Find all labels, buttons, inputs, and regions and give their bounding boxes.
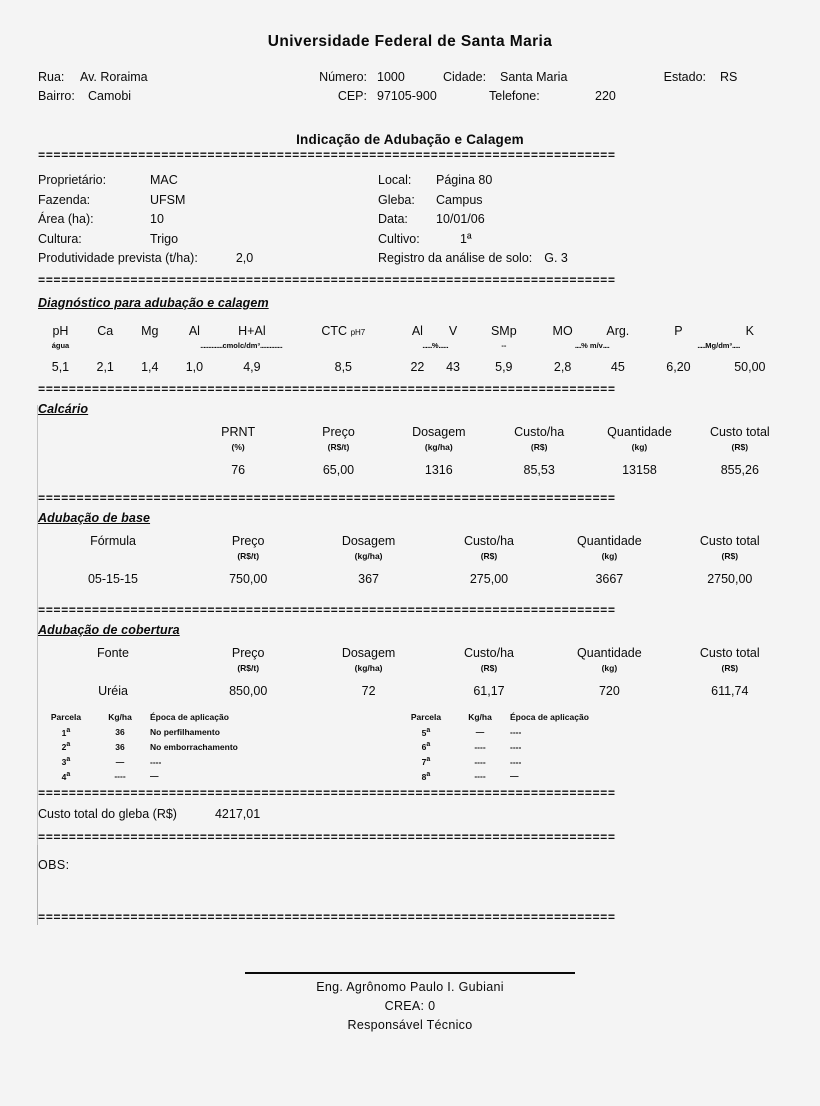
telefone-value: 220 <box>595 89 616 103</box>
calcario-values-row <box>38 452 790 477</box>
parcel-row <box>398 771 690 786</box>
soil-col-ctc: CTC pH7 <box>321 323 366 338</box>
soil-col-mg: Mg <box>141 323 159 338</box>
base-unit-formula <box>38 548 188 561</box>
parcel-row <box>38 741 330 756</box>
cidade-label: Cidade: <box>443 70 487 84</box>
parcel-table-right <box>398 712 690 786</box>
totals-section <box>0 807 820 821</box>
parcel-right-col-epoca: Época de aplicação <box>510 711 589 722</box>
estado-value: RS <box>720 70 738 84</box>
parcel-right-8-kgha: ---- <box>474 771 486 782</box>
cultura-row <box>38 230 378 250</box>
parcel-left-2-kgha: 36 <box>115 741 125 752</box>
rua-value: Av. Roraima <box>80 70 148 84</box>
soil-unit-agua: água <box>51 340 70 350</box>
separator-rule-2: =========================================================================== <box>38 276 616 287</box>
calcario-unit-blank <box>38 439 188 452</box>
calcario-col-quantidade: Quantidade <box>607 424 672 439</box>
calcario-val-blank <box>38 452 188 477</box>
soil-val-mo: 2,8 <box>553 359 572 374</box>
soil-col-smp: SMp <box>490 323 517 338</box>
adubacao-base-heading: Adubação de base <box>38 510 151 525</box>
soil-val-k: 50,00 <box>734 359 766 374</box>
calcario-unit-row <box>38 439 790 452</box>
calcario-heading: Calcário <box>38 401 89 416</box>
parcel-left-header-row <box>38 712 330 727</box>
base-col-quantidade: Quantidade <box>577 533 642 548</box>
soil-val-v: 43 <box>446 359 460 374</box>
soil-val-hal: 4,9 <box>243 359 261 374</box>
registro-row <box>378 249 790 269</box>
cobertura-unit-custototal: (R$) <box>721 662 739 673</box>
proprietario-row <box>38 171 378 191</box>
cobertura-unit-preco: (R$/t) <box>237 662 260 673</box>
adubacao-base-table <box>38 525 790 586</box>
calcario-val-quantidade: 13158 <box>622 462 657 477</box>
soil-unit-row <box>38 341 790 357</box>
calcario-val-dosagem: 1316 <box>424 462 453 477</box>
calcario-header-row <box>38 416 790 439</box>
parcel-right-5-kgha: — <box>475 726 485 737</box>
numero-value: 1000 <box>377 70 405 84</box>
cep-label: CEP: <box>337 89 367 103</box>
cultivo-value: 1ª <box>460 231 472 246</box>
signature-crea: CREA: 0 <box>384 998 436 1013</box>
gleba-value: Campus <box>436 192 483 207</box>
separator-rule-1: =========================================================================== <box>38 152 616 162</box>
fazenda-row <box>38 191 378 211</box>
cobertura-unit-quantidade: (kg) <box>601 662 618 673</box>
base-col-preco: Preço <box>231 533 265 548</box>
calcario-col-prnt: PRNT <box>221 424 256 439</box>
cultivo-row <box>378 230 790 250</box>
calcario-unit-custototal: (R$) <box>731 441 749 452</box>
base-unit-quantidade: (kg) <box>601 550 618 561</box>
cobertura-val-custoha: 61,17 <box>473 683 505 698</box>
total-value: 4217,01 <box>214 806 261 821</box>
soil-val-mg: 1,4 <box>141 359 159 374</box>
base-val-formula: 05-15-15 <box>87 571 139 586</box>
parcel-right-6-num: 6$^a$ <box>421 741 431 753</box>
registro-cell <box>378 249 790 269</box>
parcel-left-1-kgha: 36 <box>115 726 125 737</box>
bairro-label: Bairro: <box>38 89 75 103</box>
calcario-section <box>0 402 820 477</box>
soil-unit-mv: ....% m/v.... <box>574 340 610 350</box>
parcel-row <box>398 756 690 771</box>
produtividade-label: Produtividade prevista (t/ha): <box>38 251 198 265</box>
cobertura-col-preco: Preço <box>231 645 265 660</box>
parcel-right-col-kgha: Kg/ha <box>468 711 492 722</box>
gleba-row <box>378 191 790 211</box>
cobertura-val-custototal: 611,74 <box>711 683 749 698</box>
properties-left-column <box>38 171 378 249</box>
parcel-left-3-num: 3$^a$ <box>61 756 71 767</box>
total-label: Custo total do gleba (R$) <box>38 806 177 821</box>
parcel-right-7-num: 7$^a$ <box>421 756 431 767</box>
base-col-custototal: Custo total <box>699 533 760 548</box>
calcario-val-custototal: 855,26 <box>720 462 759 477</box>
soil-unit-percent: ......%...... <box>422 340 449 350</box>
base-unit-custoha: (R$) <box>480 550 498 561</box>
cidade-value: Santa Maria <box>500 70 568 84</box>
soil-col-arg: Arg. <box>606 323 630 338</box>
base-val-custoha: 275,00 <box>469 571 509 586</box>
base-unit-preco: (R$/t) <box>237 550 260 561</box>
address-row-2 <box>38 87 784 106</box>
report-title: Indicação de Adubação e Calagem <box>296 132 524 147</box>
base-unit-custototal: (R$) <box>721 550 739 561</box>
cobertura-header-row <box>38 637 790 660</box>
local-value: Página 80 <box>436 173 493 187</box>
calcario-unit-quantidade: (kg) <box>631 441 648 452</box>
soil-unit-dash: -- <box>501 340 507 350</box>
separator-rule-3: =========================================================================== <box>38 385 616 396</box>
proprietario-label: Proprietário: <box>38 173 107 187</box>
calcario-unit-custoha: (R$) <box>530 441 548 452</box>
parcel-left-2-epoca: No emborrachamento <box>150 741 238 752</box>
parcel-row <box>38 756 330 771</box>
cobertura-col-custototal: Custo total <box>699 645 760 660</box>
base-unit-row <box>38 548 790 561</box>
parcel-row <box>38 771 330 786</box>
registro-value: G. 3 <box>544 251 568 265</box>
calcario-val-preco: 65,00 <box>322 462 355 477</box>
base-col-dosagem: Dosagem <box>341 533 396 548</box>
address-row-1 <box>38 68 784 87</box>
area-value: 10 <box>150 212 164 226</box>
cobertura-unit-fonte <box>38 660 188 673</box>
telefone-label: Telefone: <box>489 89 540 103</box>
base-val-quantidade: 3667 <box>595 571 624 586</box>
diagnostico-section <box>0 296 820 374</box>
soil-col-v: V <box>448 323 458 338</box>
total-row <box>38 807 790 821</box>
parcel-left-3-epoca: ---- <box>150 756 162 767</box>
parcel-left-col-parcela: Parcela <box>50 711 82 722</box>
properties-right-column <box>378 171 790 249</box>
registro-label: Registro da análise de solo: <box>378 251 533 265</box>
calcario-unit-preco: (R$/t) <box>327 441 350 452</box>
base-values-row <box>38 561 790 586</box>
cobertura-val-quantidade: 720 <box>598 683 620 698</box>
parcel-row <box>398 741 690 756</box>
cobertura-col-dosagem: Dosagem <box>341 645 396 660</box>
produtividade-cell <box>38 249 378 269</box>
signature-block <box>0 972 820 1035</box>
base-val-custototal: 2750,00 <box>707 571 753 586</box>
local-row <box>378 171 790 191</box>
soil-val-arg: 45 <box>610 359 625 374</box>
produtividade-row <box>38 249 378 269</box>
soil-values-row <box>38 357 790 374</box>
soil-val-ph: 5,1 <box>51 359 70 374</box>
cultivo-label: Cultivo: <box>378 231 420 246</box>
proprietario-value: MAC <box>150 173 178 187</box>
soil-col-ca: Ca <box>97 323 114 338</box>
bairro-value: Camobi <box>88 89 132 103</box>
calcario-col-dosagem: Dosagem <box>412 424 466 439</box>
numero-label: Número: <box>319 70 367 84</box>
base-val-preco: 750,00 <box>229 571 268 586</box>
parcel-right-7-epoca: ---- <box>510 756 522 767</box>
parcel-right-6-kgha: ---- <box>474 741 486 752</box>
cobertura-col-custoha: Custo/ha <box>463 645 514 660</box>
produtividade-value: 2,0 <box>235 251 254 265</box>
soil-header-row <box>38 324 790 341</box>
adubacao-base-section <box>0 511 820 586</box>
soil-unit-mgdm: .....Mg/dm³..... <box>697 340 740 350</box>
signature-line <box>245 972 575 974</box>
cultura-value: Trigo <box>150 231 179 246</box>
soil-col-mo: MO <box>552 323 573 338</box>
cobertura-val-fonte: Uréia <box>98 683 128 698</box>
soil-col-al: Al <box>188 323 200 338</box>
soil-val-ca: 2,1 <box>96 359 114 374</box>
signature-role: Responsável Técnico <box>347 1017 473 1032</box>
parcel-schedule <box>38 712 790 786</box>
parcel-left-4-kgha: ---- <box>114 771 126 782</box>
obs-section <box>0 858 820 914</box>
obs-empty-area <box>38 872 790 914</box>
cobertura-unit-row <box>38 660 790 673</box>
parcel-left-4-num: 4$^a$ <box>61 770 71 782</box>
parcel-left-col-kgha: Kg/ha <box>108 711 132 722</box>
adubacao-cobertura-section <box>0 623 820 786</box>
institution-title: Universidade Federal de Santa Maria <box>267 33 553 50</box>
cobertura-unit-dosagem: (kg/ha) <box>354 662 383 673</box>
cultura-label: Cultura: <box>38 231 82 246</box>
parcel-table-left <box>38 712 330 786</box>
parcel-right-col-parcela: Parcela <box>410 711 442 722</box>
address-block <box>0 68 820 106</box>
signature-name: Eng. Agrônomo Paulo I. Gubiani <box>316 979 504 994</box>
parcel-left-col-epoca: Época de aplicação <box>150 711 229 722</box>
gleba-label: Gleba: <box>378 192 415 207</box>
area-row <box>38 210 378 230</box>
fazenda-label: Fazenda: <box>38 192 91 207</box>
calcario-col-custoha: Custo/ha <box>514 424 565 439</box>
soil-val-ctc: 8,5 <box>334 359 353 374</box>
parcel-table-gap <box>330 712 398 786</box>
cobertura-values-row <box>38 673 790 698</box>
data-row <box>378 210 790 230</box>
calcario-table <box>38 416 790 477</box>
separator-rule-7: =========================================================================== <box>38 833 616 844</box>
calcario-unit-prnt: (%) <box>231 441 245 452</box>
cobertura-col-quantidade: Quantidade <box>577 645 642 660</box>
calcario-col-custototal: Custo total <box>709 424 770 439</box>
parcel-right-5-num: 5$^a$ <box>421 726 431 738</box>
separator-rule-4: =========================================================================== <box>38 494 616 505</box>
base-col-formula: Fórmula <box>90 533 136 548</box>
soil-val-smp: 5,9 <box>495 359 513 374</box>
cep-value: 97105-900 <box>377 89 437 103</box>
base-col-custoha: Custo/ha <box>463 533 514 548</box>
separator-rule-8: =========================================================================== <box>38 913 616 924</box>
base-unit-dosagem: (kg/ha) <box>354 550 383 561</box>
soil-col-p: P <box>674 323 683 338</box>
parcel-row <box>398 727 690 742</box>
parcel-left-1-num: 1$^a$ <box>61 726 71 738</box>
parcel-right-8-num: 8$^a$ <box>421 770 431 782</box>
soil-col-al2: Al <box>411 323 423 338</box>
local-label: Local: <box>378 173 412 187</box>
separator-rule-6: =========================================================================== <box>38 789 616 800</box>
obs-label: OBS: <box>38 857 70 872</box>
base-val-dosagem: 367 <box>358 571 380 586</box>
fazenda-value: UFSM <box>150 192 186 207</box>
estado-label: Estado: <box>663 70 706 84</box>
parcel-right-8-epoca: — <box>510 771 519 782</box>
parcel-left-3-kgha: — <box>115 756 125 767</box>
parcel-left-1-epoca: No perfilhamento <box>150 726 220 737</box>
soil-val-al: 1,0 <box>185 359 204 374</box>
data-value: 10/01/06 <box>436 212 485 226</box>
adubacao-cobertura-table <box>38 637 790 698</box>
calcario-col-blank <box>38 416 188 439</box>
calcario-val-custoha: 85,53 <box>523 462 555 477</box>
base-header-row <box>38 525 790 548</box>
data-label: Data: <box>378 212 408 226</box>
parcel-right-7-kgha: ---- <box>474 756 486 767</box>
soil-val-p: 6,20 <box>666 359 691 374</box>
rua-label: Rua: <box>38 70 65 84</box>
soil-col-hal: H+Al <box>238 323 266 338</box>
parcel-right-header-row <box>398 712 690 727</box>
soil-val-al2: 22 <box>410 359 425 374</box>
diagnostico-heading: Diagnóstico para adubação e calagem <box>38 295 269 310</box>
area-label: Área (ha): <box>38 212 94 226</box>
calcario-val-prnt: 76 <box>231 462 246 477</box>
soil-col-ph: pH <box>52 323 69 338</box>
cobertura-val-preco: 850,00 <box>229 683 268 698</box>
parcel-right-5-epoca: ---- <box>510 726 522 737</box>
calcario-col-preco: Preço <box>322 424 355 439</box>
soil-analysis-table <box>38 324 790 374</box>
scan-artifact-line-lower <box>37 845 38 925</box>
parcel-left-2-num: 2$^a$ <box>61 741 71 753</box>
parcel-row <box>38 727 330 742</box>
soil-unit-cmolc: ..............cmolc/dm³.............. <box>200 340 283 350</box>
parcel-left-4-epoca: — <box>150 771 159 782</box>
adubacao-cobertura-heading: Adubação de cobertura <box>38 622 180 637</box>
calcario-unit-dosagem: (kg/ha) <box>424 441 453 452</box>
cobertura-unit-custoha: (R$) <box>480 662 498 673</box>
soil-col-k: K <box>745 323 754 338</box>
properties-section <box>0 171 820 269</box>
cobertura-val-dosagem: 72 <box>361 683 376 698</box>
parcel-right-6-epoca: ---- <box>510 741 522 752</box>
separator-rule-5: =========================================================================== <box>38 606 616 617</box>
cobertura-col-fonte: Fonte <box>97 645 129 660</box>
